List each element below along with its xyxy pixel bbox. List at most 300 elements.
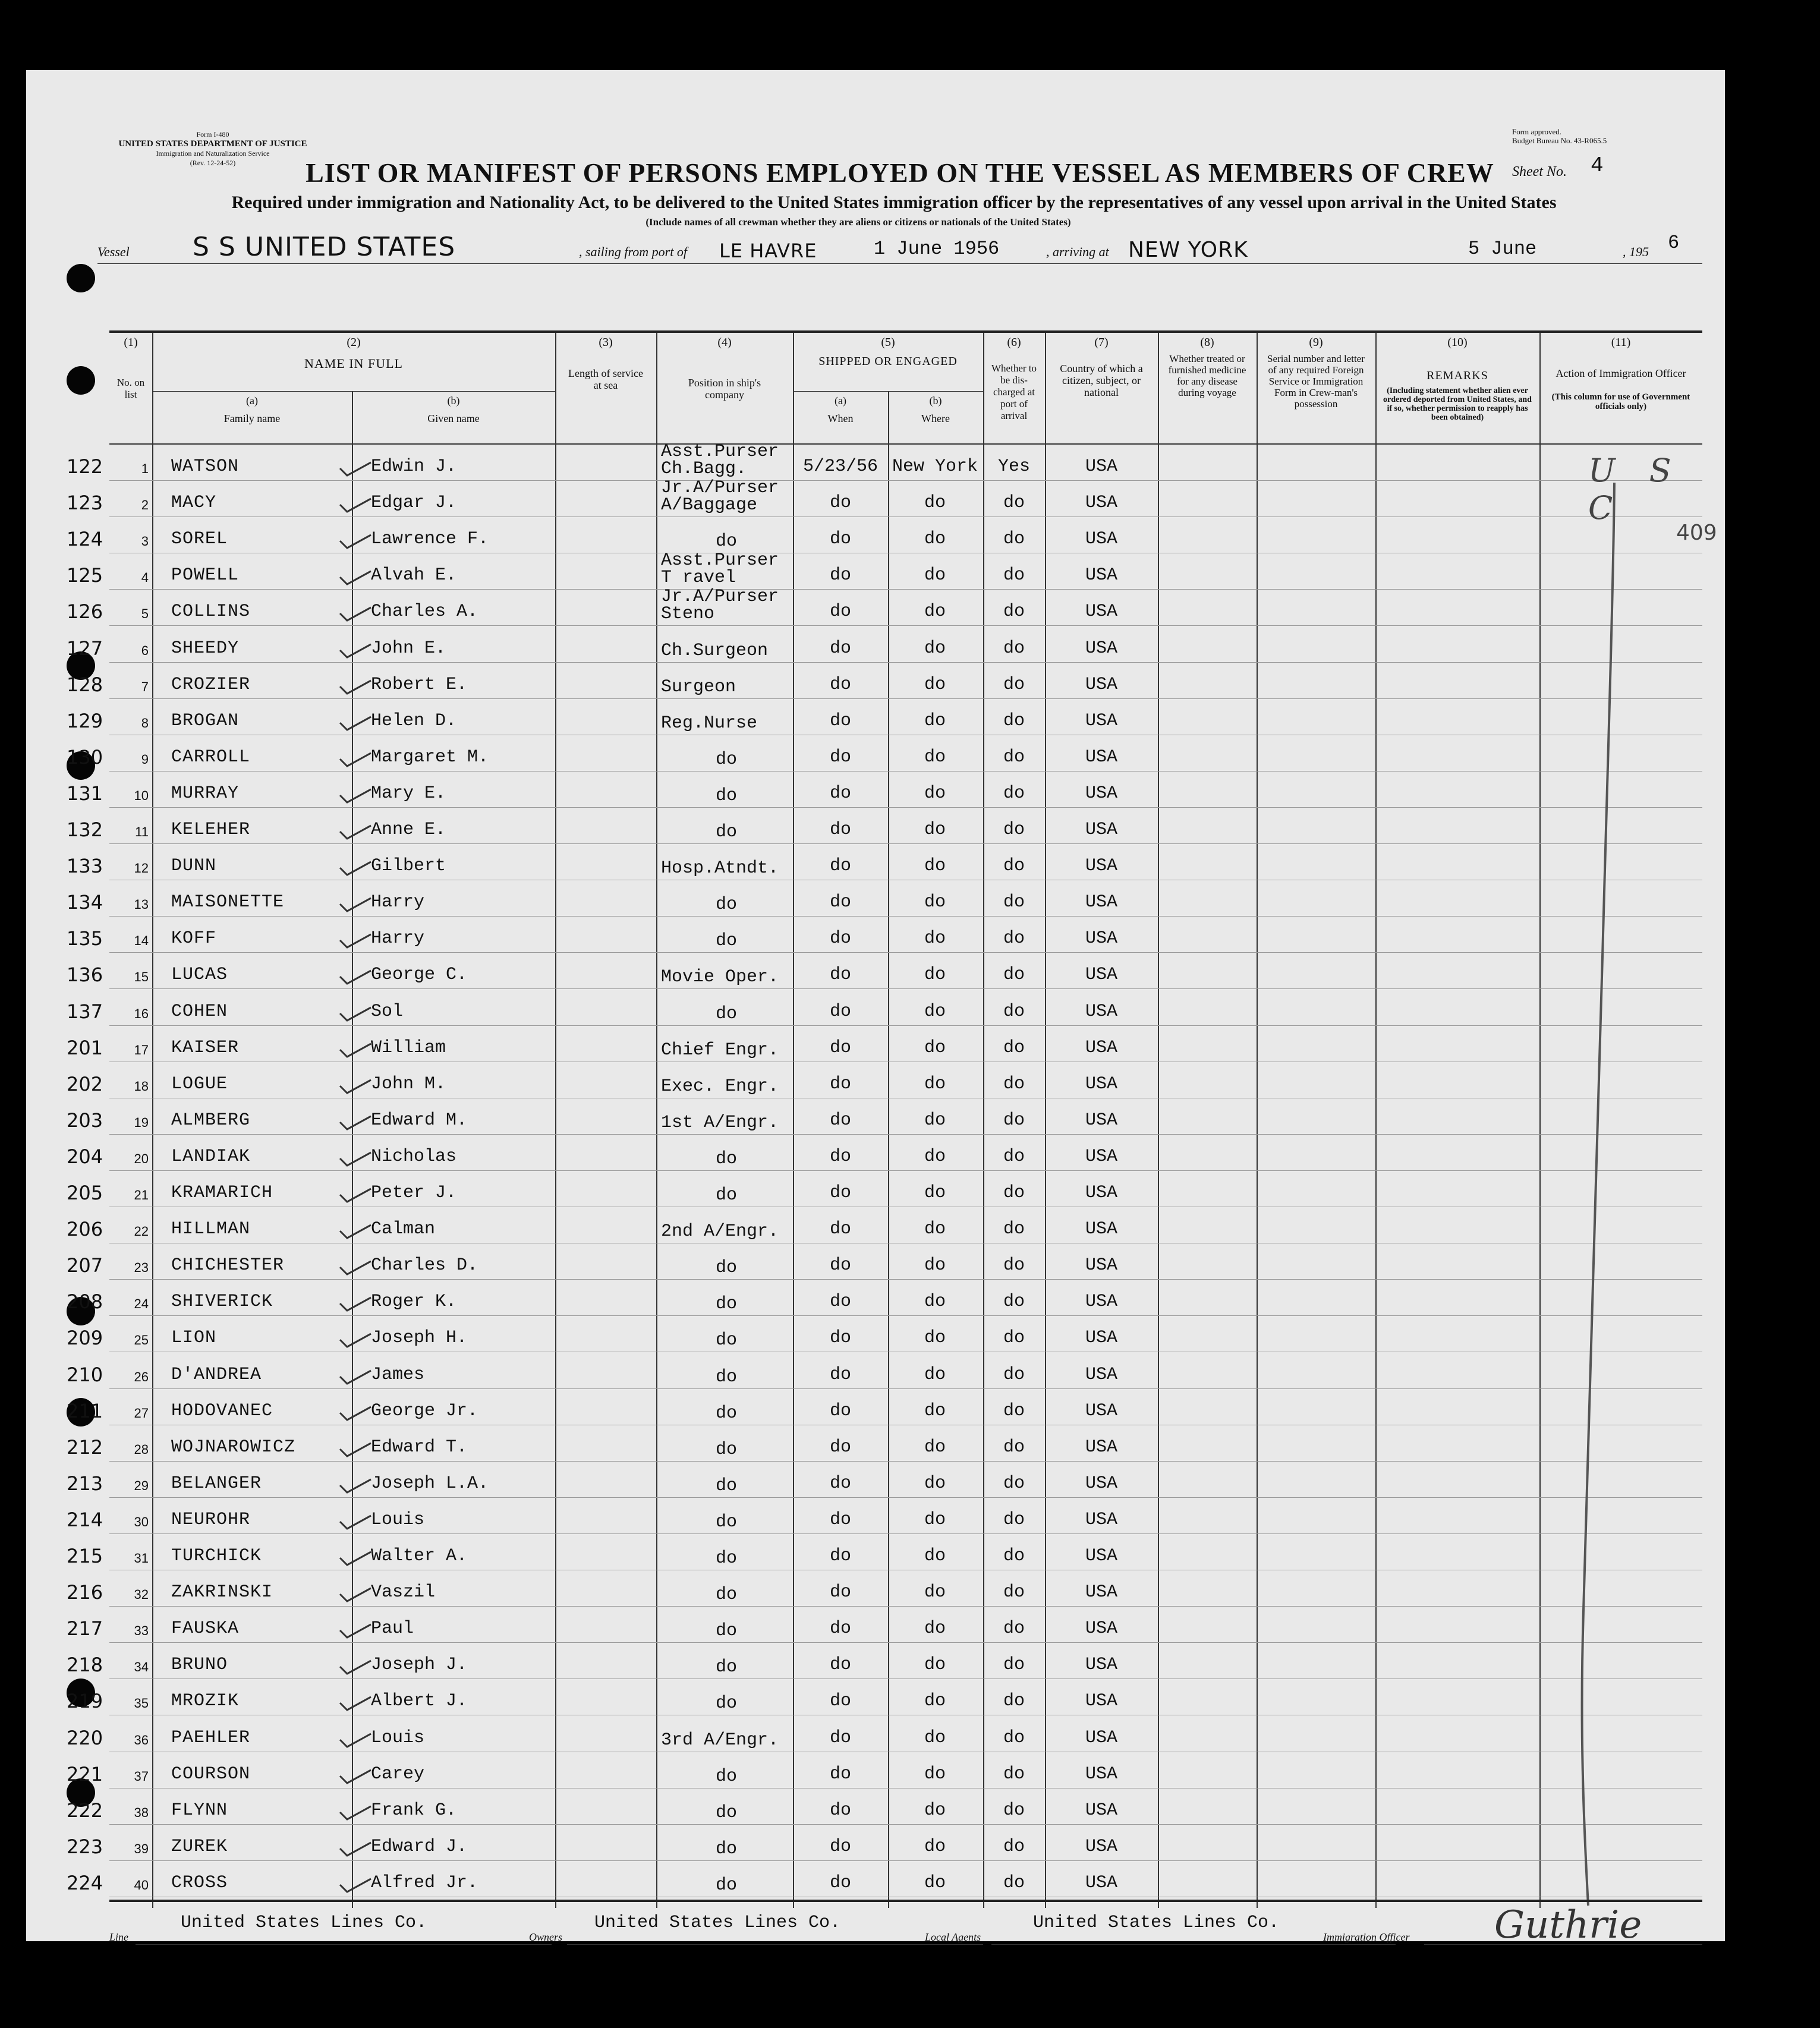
shipped-where: do	[924, 1328, 946, 1349]
footer	[109, 1900, 1702, 1947]
given-name: Charles D.	[371, 1255, 478, 1276]
given-name: Anne E.	[371, 820, 446, 840]
row-number: 5	[141, 606, 149, 622]
given-name: George C.	[371, 965, 468, 985]
row-number: 15	[134, 969, 149, 985]
row-number: 11	[135, 824, 149, 839]
position: do	[715, 1475, 737, 1496]
sheet-label: Sheet No.	[1512, 164, 1567, 180]
given-name: Walter A.	[371, 1546, 468, 1566]
shipped-where: do	[924, 1764, 946, 1784]
shipped-when: do	[829, 1509, 851, 1530]
country: USA	[1085, 1001, 1117, 1022]
col-11-header: Action of Immigration Officer	[1555, 367, 1686, 379]
table-row	[67, 550, 1702, 590]
given-name: Roger K.	[371, 1292, 457, 1312]
family-name: BROGAN	[171, 710, 240, 731]
row-number: 12	[134, 861, 149, 876]
country: USA	[1085, 674, 1117, 695]
shipped-when: do	[829, 1400, 851, 1421]
discharged: do	[1003, 1509, 1025, 1530]
col-2a-number: (a)	[246, 395, 258, 407]
family-name: FLYNN	[171, 1800, 228, 1821]
manifest-sheet	[26, 70, 1725, 1947]
family-name: MROZIK	[171, 1691, 240, 1712]
list-reference: 125	[67, 564, 103, 587]
given-name: Harry	[371, 928, 425, 949]
row-number: 21	[134, 1188, 149, 1202]
discharged: do	[1003, 1001, 1025, 1022]
col-8-number: (8)	[1200, 336, 1214, 349]
shipped-where: do	[924, 1437, 946, 1457]
shipped-when: do	[829, 1073, 851, 1094]
shipped-when: do	[829, 1255, 851, 1276]
position: do	[715, 1003, 737, 1024]
discharged: do	[1003, 783, 1025, 804]
document-subtitle: Required under immigration and Nationality Act, to be delivered to the United States immigration officer by the representatives of any vessel upon arrival in the United States	[231, 193, 1557, 212]
row-number: 35	[134, 1696, 149, 1711]
shipped-when: do	[829, 783, 851, 804]
discharged: do	[1003, 1183, 1025, 1203]
given-name: Edwin J.	[371, 456, 457, 477]
country: USA	[1085, 1328, 1117, 1349]
table-row	[67, 699, 1702, 735]
line-value: United States Lines Co.	[181, 1913, 427, 1933]
col-3-header: Length of service at sea	[568, 367, 643, 391]
shipped-when: do	[829, 928, 851, 949]
side-number: 409	[1676, 521, 1717, 545]
discharged: do	[1003, 638, 1025, 659]
row-number: 17	[134, 1042, 149, 1057]
agents-label: Local Agents	[925, 1931, 981, 1943]
col-4-header: Position in ship's company	[688, 377, 761, 401]
list-reference: 131	[67, 782, 103, 805]
discharged: do	[1003, 1691, 1025, 1712]
position: do	[715, 1585, 737, 1605]
position: Ch.Surgeon	[661, 640, 769, 661]
given-name: Harry	[371, 892, 425, 913]
family-name: LANDIAK	[171, 1146, 251, 1167]
country: USA	[1085, 1509, 1117, 1530]
given-name: George Jr.	[371, 1400, 478, 1421]
col-5b-header: Where	[921, 412, 950, 424]
list-reference: 127	[67, 637, 103, 660]
family-name: WOJNAROWICZ	[171, 1437, 296, 1457]
table-row	[67, 1316, 1702, 1352]
col-10-subheader: (Including statement whether alien ever ordered deported from United States, and if so, whether permission to reapply has been obtained)	[1383, 386, 1532, 422]
given-name: Margaret M.	[371, 747, 489, 767]
sailing-label: , sailing from port of	[579, 244, 687, 259]
discharged: do	[1003, 1836, 1025, 1857]
country: USA	[1085, 1437, 1117, 1457]
given-name: Peter J.	[371, 1183, 457, 1203]
shipped-when: do	[829, 1473, 851, 1494]
family-name: D'ANDREA	[171, 1364, 262, 1385]
table-row	[67, 1243, 1702, 1280]
position: do	[715, 822, 737, 842]
table-row	[67, 1062, 1702, 1098]
shipped-when: do	[829, 1800, 851, 1821]
shipped-when: do	[829, 892, 851, 913]
family-name: PAEHLER	[171, 1727, 251, 1748]
family-name: KAISER	[171, 1037, 240, 1058]
table-row	[67, 808, 1702, 844]
shipped-where: do	[924, 783, 946, 804]
check-mark-icon	[338, 823, 373, 841]
shipped-where: do	[924, 1292, 946, 1312]
country: USA	[1085, 1183, 1117, 1203]
position: do	[715, 1185, 737, 1205]
check-mark-icon	[338, 460, 373, 478]
shipped-where: New York	[892, 456, 978, 477]
vessel-name: S S UNITED STATES	[193, 232, 456, 262]
col-5b-number: (b)	[929, 395, 942, 407]
given-name: Robert E.	[371, 674, 468, 695]
given-name: Paul	[371, 1618, 414, 1639]
list-reference: 216	[67, 1581, 103, 1604]
discharged: do	[1003, 928, 1025, 949]
list-reference: 133	[67, 855, 103, 878]
row-number: 6	[141, 643, 149, 658]
country: USA	[1085, 928, 1117, 949]
discharged: do	[1003, 1364, 1025, 1385]
family-name: MAISONETTE	[171, 892, 285, 913]
col-11-number: (11)	[1611, 336, 1631, 349]
given-name: Vaszil	[371, 1582, 436, 1603]
list-reference: 205	[67, 1182, 103, 1204]
list-reference: 209	[67, 1327, 103, 1350]
crew-table	[67, 330, 1717, 1900]
table-row	[67, 1098, 1702, 1135]
country: USA	[1085, 1582, 1117, 1603]
discharged: do	[1003, 1219, 1025, 1240]
list-reference: 210	[67, 1363, 103, 1386]
given-name: Carey	[371, 1764, 425, 1784]
shipped-where: do	[924, 747, 946, 767]
line-label: Line	[109, 1931, 129, 1943]
discharged: do	[1003, 820, 1025, 840]
check-mark-icon	[338, 1114, 373, 1132]
revision: (Rev. 12-24-52)	[190, 159, 236, 167]
departure-date: 1 June 1956	[874, 238, 1000, 260]
discharged: do	[1003, 1473, 1025, 1494]
position: do	[715, 1330, 737, 1351]
officer-vertical-line	[1560, 481, 1631, 1908]
shipped-where: do	[924, 1473, 946, 1494]
check-mark-icon	[338, 533, 373, 550]
row-number: 18	[134, 1078, 149, 1094]
departure-port: LE HAVRE	[719, 240, 817, 262]
position: 2nd A/Engr.	[661, 1221, 779, 1242]
discharged: do	[1003, 674, 1025, 695]
shipped-where: do	[924, 1655, 946, 1676]
voyage-line	[97, 228, 1702, 264]
check-mark-icon	[338, 1331, 373, 1349]
check-mark-icon	[338, 1223, 373, 1240]
table-row	[67, 953, 1702, 989]
shipped-when: do	[829, 493, 851, 514]
list-reference: 202	[67, 1072, 103, 1095]
position: do	[715, 1766, 737, 1787]
position: do	[715, 1621, 737, 1642]
list-reference: 206	[67, 1218, 103, 1241]
check-mark-icon	[338, 1005, 373, 1023]
discharged: do	[1003, 1292, 1025, 1312]
table-row	[67, 1643, 1702, 1679]
shipped-where: do	[924, 1509, 946, 1530]
list-reference: 124	[67, 528, 103, 551]
discharged: do	[1003, 493, 1025, 514]
country: USA	[1085, 1727, 1117, 1748]
discharged: do	[1003, 1037, 1025, 1058]
country: USA	[1085, 565, 1117, 586]
given-name: Joseph H.	[371, 1328, 468, 1349]
list-reference: 128	[67, 673, 103, 696]
position: do	[715, 931, 737, 952]
shipped-when: do	[829, 965, 851, 985]
family-name: TURCHICK	[171, 1546, 262, 1566]
row-number: 20	[134, 1151, 149, 1166]
col-3-number: (3)	[599, 336, 613, 349]
country: USA	[1085, 710, 1117, 731]
check-mark-icon	[338, 1804, 373, 1822]
position: Asst.Purser T ravel	[661, 550, 779, 588]
table-row	[67, 1353, 1702, 1389]
country: USA	[1085, 892, 1117, 913]
approved-text: Form approved.	[1512, 127, 1562, 136]
given-name: James	[371, 1364, 425, 1385]
country: USA	[1085, 1618, 1117, 1639]
shipped-where: do	[924, 493, 946, 514]
country: USA	[1085, 1655, 1117, 1676]
country: USA	[1085, 1473, 1117, 1494]
check-mark-icon	[338, 678, 373, 696]
country: USA	[1085, 1872, 1117, 1893]
country: USA	[1085, 820, 1117, 840]
table-row	[67, 1679, 1702, 1715]
row-number: 19	[134, 1114, 149, 1130]
check-mark-icon	[338, 1695, 373, 1712]
discharged: do	[1003, 965, 1025, 985]
given-name: Louis	[371, 1727, 425, 1748]
col-6-header: Whether to be dis-charged at port of arrival	[991, 363, 1037, 421]
family-name: MURRAY	[171, 783, 240, 804]
row-number: 29	[134, 1478, 149, 1493]
country: USA	[1085, 1364, 1117, 1385]
list-reference: 122	[67, 455, 103, 478]
table-row	[67, 1462, 1702, 1498]
shipped-where: do	[924, 529, 946, 550]
family-name: LION	[171, 1328, 217, 1349]
family-name: HILLMAN	[171, 1219, 251, 1240]
table-row	[67, 517, 1702, 553]
check-mark-icon	[338, 1441, 373, 1459]
row-number: 34	[134, 1659, 149, 1675]
discharged: do	[1003, 1110, 1025, 1130]
country: USA	[1085, 1110, 1117, 1130]
year-prefix: , 195	[1623, 244, 1649, 259]
family-name: WATSON	[171, 456, 240, 477]
col-2-header: NAME IN FULL	[304, 356, 403, 371]
col-2b-number: (b)	[447, 395, 460, 407]
shipped-where: do	[924, 820, 946, 840]
family-name: COHEN	[171, 1001, 228, 1022]
discharged: do	[1003, 710, 1025, 731]
check-mark-icon	[338, 1259, 373, 1277]
shipped-when: do	[829, 710, 851, 731]
discharged: do	[1003, 1872, 1025, 1893]
table-row	[67, 1607, 1702, 1643]
list-reference: 135	[67, 927, 103, 950]
shipped-when: do	[829, 1437, 851, 1457]
shipped-when: do	[829, 565, 851, 586]
position: do	[715, 1439, 737, 1460]
table-row	[67, 1280, 1702, 1316]
shipped-where: do	[924, 1546, 946, 1566]
list-reference: 213	[67, 1472, 103, 1495]
shipped-where: do	[924, 1001, 946, 1022]
position: do	[715, 1693, 737, 1714]
shipped-when: do	[829, 1292, 851, 1312]
table-row	[67, 1026, 1702, 1062]
row-number: 31	[134, 1551, 149, 1566]
shipped-where: do	[924, 1219, 946, 1240]
table-row	[67, 442, 1702, 481]
check-mark-icon	[338, 1586, 373, 1604]
family-name: CROZIER	[171, 674, 251, 695]
table-row	[67, 1389, 1702, 1425]
shipped-when: do	[829, 820, 851, 840]
discharged: Yes	[997, 456, 1030, 477]
discharged: do	[1003, 1073, 1025, 1094]
given-name: Sol	[371, 1001, 404, 1022]
check-mark-icon	[338, 1368, 373, 1386]
check-mark-icon	[338, 1768, 373, 1785]
given-name: Albert J.	[371, 1691, 468, 1712]
col-8-header: Whether treated or furnished medicine for any disease during voyage	[1168, 353, 1246, 398]
discharged: do	[1003, 529, 1025, 550]
check-mark-icon	[338, 1876, 373, 1894]
row-number: 1	[141, 461, 149, 476]
row-number: 14	[134, 933, 149, 949]
shipped-where: do	[924, 565, 946, 586]
shipped-when: do	[829, 1727, 851, 1748]
family-name: ZUREK	[171, 1836, 228, 1857]
table-row	[67, 1135, 1702, 1171]
country: USA	[1085, 1037, 1117, 1058]
discharged: do	[1003, 602, 1025, 622]
shipped-where: do	[924, 1691, 946, 1712]
given-name: Gilbert	[371, 856, 446, 877]
punch-hole	[67, 366, 95, 395]
shipped-where: do	[924, 1872, 946, 1893]
position: Hosp.Atndt.	[661, 858, 779, 879]
list-reference: 137	[67, 1000, 103, 1023]
family-name: LUCAS	[171, 965, 228, 985]
shipped-where: do	[924, 1800, 946, 1821]
col-5a-header: When	[827, 412, 854, 424]
country: USA	[1085, 856, 1117, 877]
check-mark-icon	[338, 896, 373, 914]
discharged: do	[1003, 1582, 1025, 1603]
sheet-number	[1512, 153, 1604, 182]
row-number: 10	[134, 788, 149, 803]
table-row	[67, 1498, 1702, 1534]
list-reference: 223	[67, 1835, 103, 1858]
check-mark-icon	[338, 605, 373, 623]
discharged: do	[1003, 1800, 1025, 1821]
shipped-where: do	[924, 710, 946, 731]
position: Exec. Engr.	[661, 1076, 779, 1097]
country: USA	[1085, 783, 1117, 804]
country: USA	[1085, 1800, 1117, 1821]
discharged: do	[1003, 892, 1025, 913]
check-mark-icon	[338, 787, 373, 805]
shipped-when: do	[829, 1582, 851, 1603]
position: do	[715, 1258, 737, 1278]
family-name: DUNN	[171, 856, 217, 877]
department: UNITED STATES DEPARTMENT OF JUSTICE	[118, 139, 307, 149]
list-reference: 132	[67, 818, 103, 841]
table-row	[67, 1825, 1702, 1861]
table-row	[67, 587, 1702, 626]
given-name: Lawrence F.	[371, 529, 489, 550]
row-number: 39	[134, 1841, 149, 1856]
row-number: 38	[134, 1805, 149, 1820]
col-5a-number: (a)	[835, 395, 846, 407]
arrival-date: 5 June	[1468, 238, 1537, 260]
col-9-number: (9)	[1309, 336, 1323, 349]
row-number: 30	[134, 1514, 149, 1529]
table-row	[67, 771, 1702, 808]
list-reference: 208	[67, 1290, 103, 1314]
family-name: COURSON	[171, 1764, 251, 1784]
form-number: Form I-480	[196, 130, 229, 138]
officer-signature: Guthrie	[1494, 1903, 1642, 1947]
shipped-when: 5/23/56	[802, 456, 878, 477]
given-name: William	[371, 1037, 446, 1058]
family-name: KRAMARICH	[171, 1183, 273, 1203]
col-2b-header: Given name	[427, 412, 480, 424]
col-6-number: (6)	[1007, 336, 1021, 349]
shipped-when: do	[829, 1146, 851, 1167]
shipped-when: do	[829, 1691, 851, 1712]
discharged: do	[1003, 1546, 1025, 1566]
check-mark-icon	[338, 1550, 373, 1567]
table-row	[67, 844, 1702, 880]
position: do	[715, 785, 737, 806]
position: Jr.A/Purser A/Baggage	[661, 478, 779, 516]
given-name: Frank G.	[371, 1800, 457, 1821]
given-name: Alvah E.	[371, 565, 457, 586]
col-5-header: SHIPPED OR ENGAGED	[818, 355, 958, 368]
family-name: ALMBERG	[171, 1110, 251, 1130]
list-reference: 126	[67, 600, 103, 623]
shipped-where: do	[924, 892, 946, 913]
row-number: 33	[134, 1623, 149, 1639]
family-name: BELANGER	[171, 1473, 262, 1494]
discharged: do	[1003, 565, 1025, 586]
row-number: 25	[134, 1333, 149, 1348]
shipped-where: do	[924, 1073, 946, 1094]
given-name: Calman	[371, 1219, 436, 1240]
check-mark-icon	[338, 1513, 373, 1531]
position: Surgeon	[661, 676, 736, 697]
shipped-where: do	[924, 1255, 946, 1276]
discharged: do	[1003, 747, 1025, 767]
col-1-number: (1)	[124, 336, 138, 349]
position: do	[715, 1657, 737, 1678]
